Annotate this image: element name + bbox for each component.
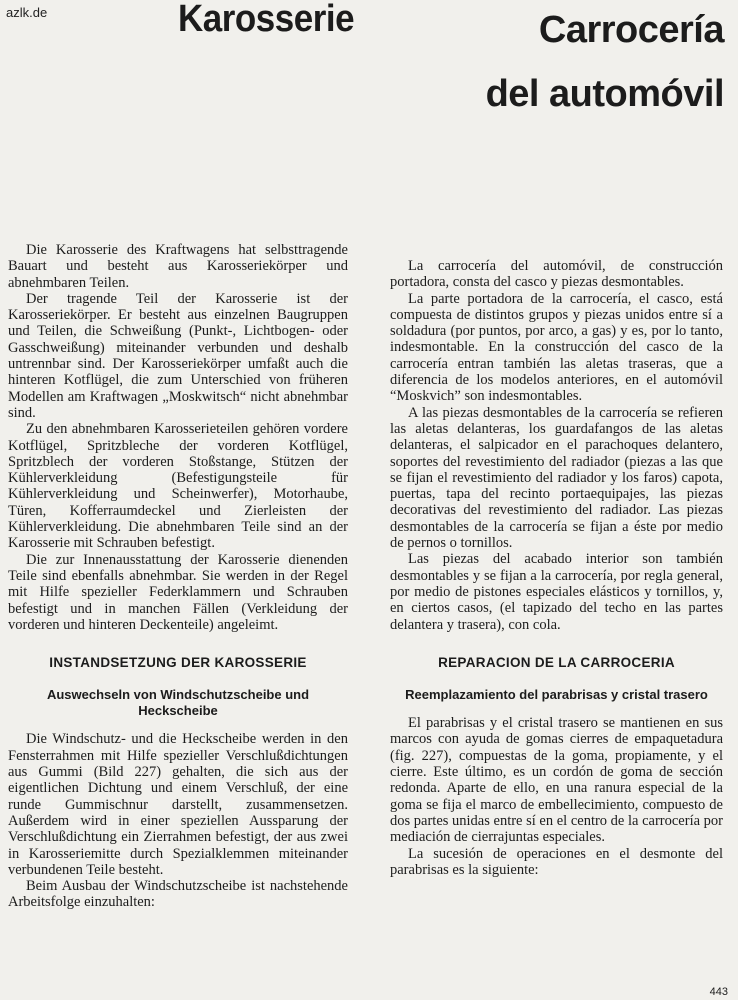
paragraph: La sucesión de operaciones en el desmonte del parabrisas es la siguiente: bbox=[390, 845, 723, 878]
paragraph: Las piezas del acabado interior son también desmontables y se fijan a la carrocería, por regla general, por medio de pistones especiales elásticos y tornillos, y, en ciertos casos, (el tapizado del techo en las partes delantera y trasera), con cola. bbox=[390, 551, 723, 633]
paragraph: Die Karosserie des Kraftwagens hat selbsttragende Bauart und besteht aus Karosseriekörper und abnehmbaren Teilen. bbox=[8, 242, 348, 291]
page-title-spanish bbox=[486, 0, 724, 126]
paragraph: Der tragende Teil der Karosserie ist der Karosseriekörper. Er besteht aus einzelnen Baugruppen und Teilen, die Schweißung (Punkt-, Lichtbogen- oder Gasschweißung) miteinander verbunden und deshalb untrennbar sind. Der Karosseriekörper umfaßt auch die hinteren Kotflügel, die zum Unterschied von früheren Modellen am Kraftwagen „Moskwitsch“ nicht abnehmbar sind. bbox=[8, 290, 348, 421]
paragraph: Zu den abnehmbaren Karosserieteilen gehören vordere Kotflügel, Spritzbleche der vorderen Kotflügel, Spritzblech der vorderen Stoßstange, Stützen der Kühlerverkleidung (Befestigungsteile für Kühlerverkleidung und Scheinwerfer), Motorhaube, Türen, Kofferraumdeckel und Zierleisten der Kühlerverkleidung. Die abnehmbaren Teile sind an der Karosserie mit Schrauben befestigt. bbox=[8, 421, 348, 552]
paragraph: Die zur Innenausstattung der Karosserie dienenden Teile sind ebenfalls abnehmbar. Sie werden in der Regel mit Hilfe spezieller Federklammern und Schrauben befestigt und in manchen Fällen (Verkleidung der vorderen und hinteren Deckenteile) angeleimt. bbox=[8, 551, 348, 633]
paragraph: La parte portadora de la carrocería, el casco, está compuesta de distintos grupos y piezas unidos entre sí a soldadura (por puntos, por arco, a gas) y es, por lo tanto, indesmontable. En la construcción del casco de la carrocería entran también las aletas traseras, que a diferencia de los modelos anteriores, en el automóvil “Moskvich” son indesmontables. bbox=[390, 290, 723, 405]
paragraph: La carrocería del automóvil, de construcción portadora, consta del casco y piezas desmontables. bbox=[390, 258, 723, 291]
paragraph: A las piezas desmontables de la carrocería se refieren las aletas delanteras, los guardafangos de las aletas delanteras, el salpicador en el parachoques delantero, soportes del revestimiento del radiador (piezas a las que se fijan el revestimiento del radiador y los faros) capota, puertas, tapa del recinto portaequipajes, las piezas decorativas del revestimiento del radiador. Las piezas desmontables de la carrocería se fijan a éste por medio de pernos o tornillos. bbox=[390, 404, 723, 552]
spacer bbox=[390, 242, 723, 258]
title-line: del automóvil bbox=[485, 73, 724, 115]
page-title-german: Karosserie bbox=[178, 0, 355, 40]
spanish-column bbox=[390, 242, 723, 878]
section-heading: REPARACION DE LA CARROCERIA bbox=[438, 654, 675, 670]
subsection-heading: Reemplazamiento del parabrisas y cristal trasero bbox=[405, 687, 708, 703]
page-number: 443 bbox=[709, 986, 728, 998]
title-line: Carrocería bbox=[538, 9, 724, 51]
german-column bbox=[8, 242, 348, 911]
section-heading: INSTANDSETZUNG DER KAROSSERIE bbox=[49, 655, 307, 671]
watermark: azlk.de bbox=[6, 5, 48, 20]
paragraph: Beim Ausbau der Windschutzscheibe ist nachstehende Arbeitsfolge einzuhalten: bbox=[8, 878, 348, 911]
subsection-heading: Auswechseln von Windschutzscheibe und Heckscheibe bbox=[46, 687, 310, 719]
paragraph: El parabrisas y el cristal trasero se mantienen en sus marcos con ayuda de gomas cierres de empaquetadura (fig. 227), compuestas de la goma, propiamente, y el cierre. Este último, es un cordón de goma de sección redonda. Aparte de ello, en una ranura especial de la goma se fija el marco de embellecimiento, compuesto de dos partes unidas entre sí en el centro de la carrocería por mediación de cierrajuntas especiales. bbox=[390, 715, 723, 846]
paragraph: Die Windschutz- und die Heckscheibe werden in den Fensterrahmen mit Hilfe spezieller Verschlußdichtungen aus Gummi (Bild 227) gehalten, die sich aus der eigentlichen Dichtung und einem Verschluß, der eine runde Gummischnur darstellt, zusammensetzen. Außerdem wird in einer speziellen Aussparung der Verschlußdichtung ein Zierrahmen befestigt, der aus zwei in Karosseriemitte durch Spezialklemmen miteinander verbundenen Teile besteht. bbox=[8, 731, 348, 878]
